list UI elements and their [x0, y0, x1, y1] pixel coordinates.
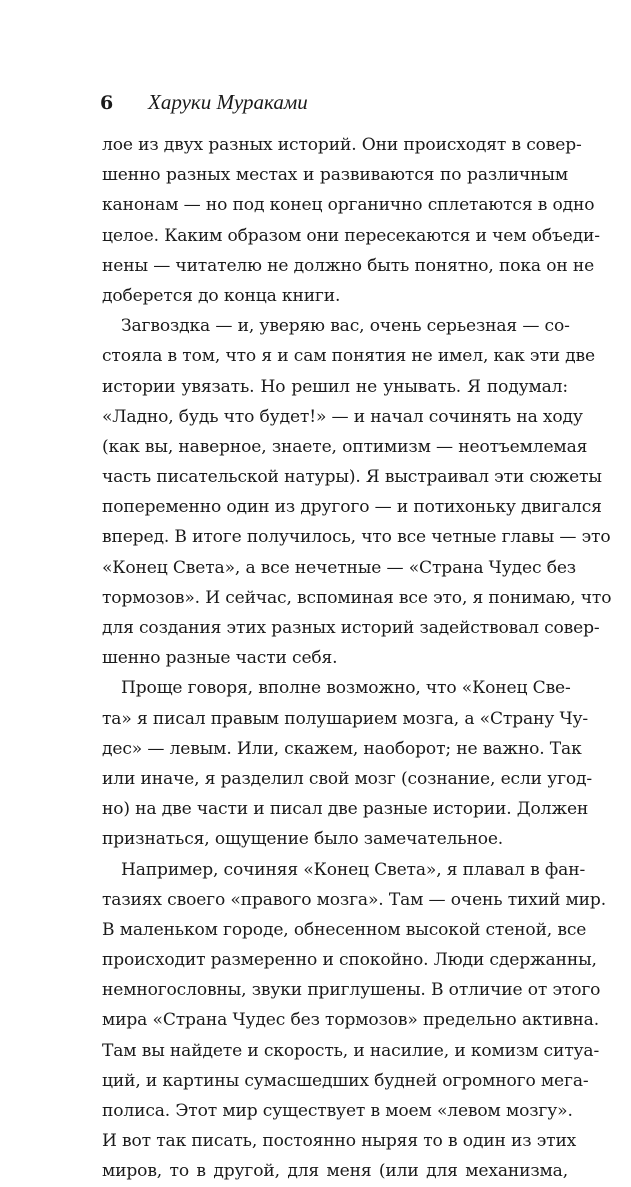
- text-line: признаться, ощущение было замечательное.: [102, 829, 504, 850]
- text-line: попеременно один из другого — и потихоньку двигался: [102, 497, 602, 518]
- text-line: Там вы найдете и скорость, и насилие, и комизм ситуа-: [102, 1040, 600, 1061]
- text-line: вперед. В итоге получилось, что все четные главы — это: [102, 527, 611, 548]
- text-line: канонам — но под конец органично сплетаются в одно: [102, 195, 595, 216]
- running-head: [100, 90, 308, 115]
- text-line: лое из двух разных историй. Они происходят в совер-: [102, 135, 582, 155]
- text-line: И вот так писать, постоянно ныряя то в один из этих: [102, 1131, 577, 1152]
- text-line: мира «Страна Чудес без тормозов» предельно активна.: [102, 1010, 599, 1031]
- text-line: или иначе, я разделил свой мозг (сознание, если угод-: [102, 768, 593, 789]
- text-line: нены — читателю не должно быть понятно, пока он не: [102, 255, 595, 276]
- text-line: часть писательской натуры). Я выстраивал эти сюжеты: [102, 467, 602, 488]
- text-line: «Ладно, будь что будет!» — и начал сочинять на ходу: [102, 406, 583, 427]
- page-number: 6: [100, 92, 114, 114]
- text-line: ций, и картины сумасшедших будней огромного мега-: [102, 1070, 589, 1091]
- text-line: дес» — левым. Или, скажем, наоборот; не важно. Так: [102, 738, 582, 759]
- text-line: (как вы, наверное, знаете, оптимизм — неотъемлемая: [102, 436, 588, 457]
- text-line: тазиях своего «правого мозга». Там — очень тихий мир.: [102, 889, 606, 910]
- text-line: происходит размеренно и спокойно. Люди сдержанны,: [102, 950, 597, 971]
- text-line: миров, то в другой, для меня (или для механизма,: [102, 1161, 568, 1182]
- text-line: Например, сочиняя «Конец Света», я плавал в фан-: [121, 859, 586, 880]
- text-line: доберется до конца книги.: [102, 285, 341, 306]
- text-line: стояла в том, что я и сам понятия не имел, как эти две: [102, 346, 595, 367]
- text-line: тормозов». И сейчас, вспоминая все это, я понимаю, что: [102, 587, 612, 608]
- text-line: целое. Каким образом они пересекаются и чем объеди-: [102, 225, 600, 246]
- text-line: шенно разных местах и развиваются по различным: [102, 165, 568, 186]
- text-line: В маленьком городе, обнесенном высокой стеной, все: [102, 919, 587, 940]
- running-title: Харуки Мураками: [148, 90, 308, 114]
- text-line: полиса. Этот мир существует в моем «левом мозгу».: [102, 1101, 573, 1121]
- text-line: для создания этих разных историй задействовал совер-: [102, 618, 600, 638]
- text-line: «Конец Света», а все нечетные — «Страна Чудес без: [102, 557, 576, 578]
- text-line: истории увязать. Но решил не унывать. Я подумал:: [102, 376, 568, 397]
- body-text: [102, 130, 612, 1187]
- text-line: но) на две части и писал две разные истории. Должен: [102, 799, 589, 820]
- text-line: Загвоздка — и, уверяю вас, очень серьезная — со-: [121, 316, 570, 337]
- text-line: немногословны, звуки приглушены. В отличие от этого: [102, 980, 601, 1001]
- text-line: Проще говоря, вполне возможно, что «Конец Све-: [121, 678, 571, 699]
- text-line: шенно разные части себя.: [102, 648, 338, 669]
- text-line: та» я писал правым полушарием мозга, а «Страну Чу-: [102, 708, 589, 729]
